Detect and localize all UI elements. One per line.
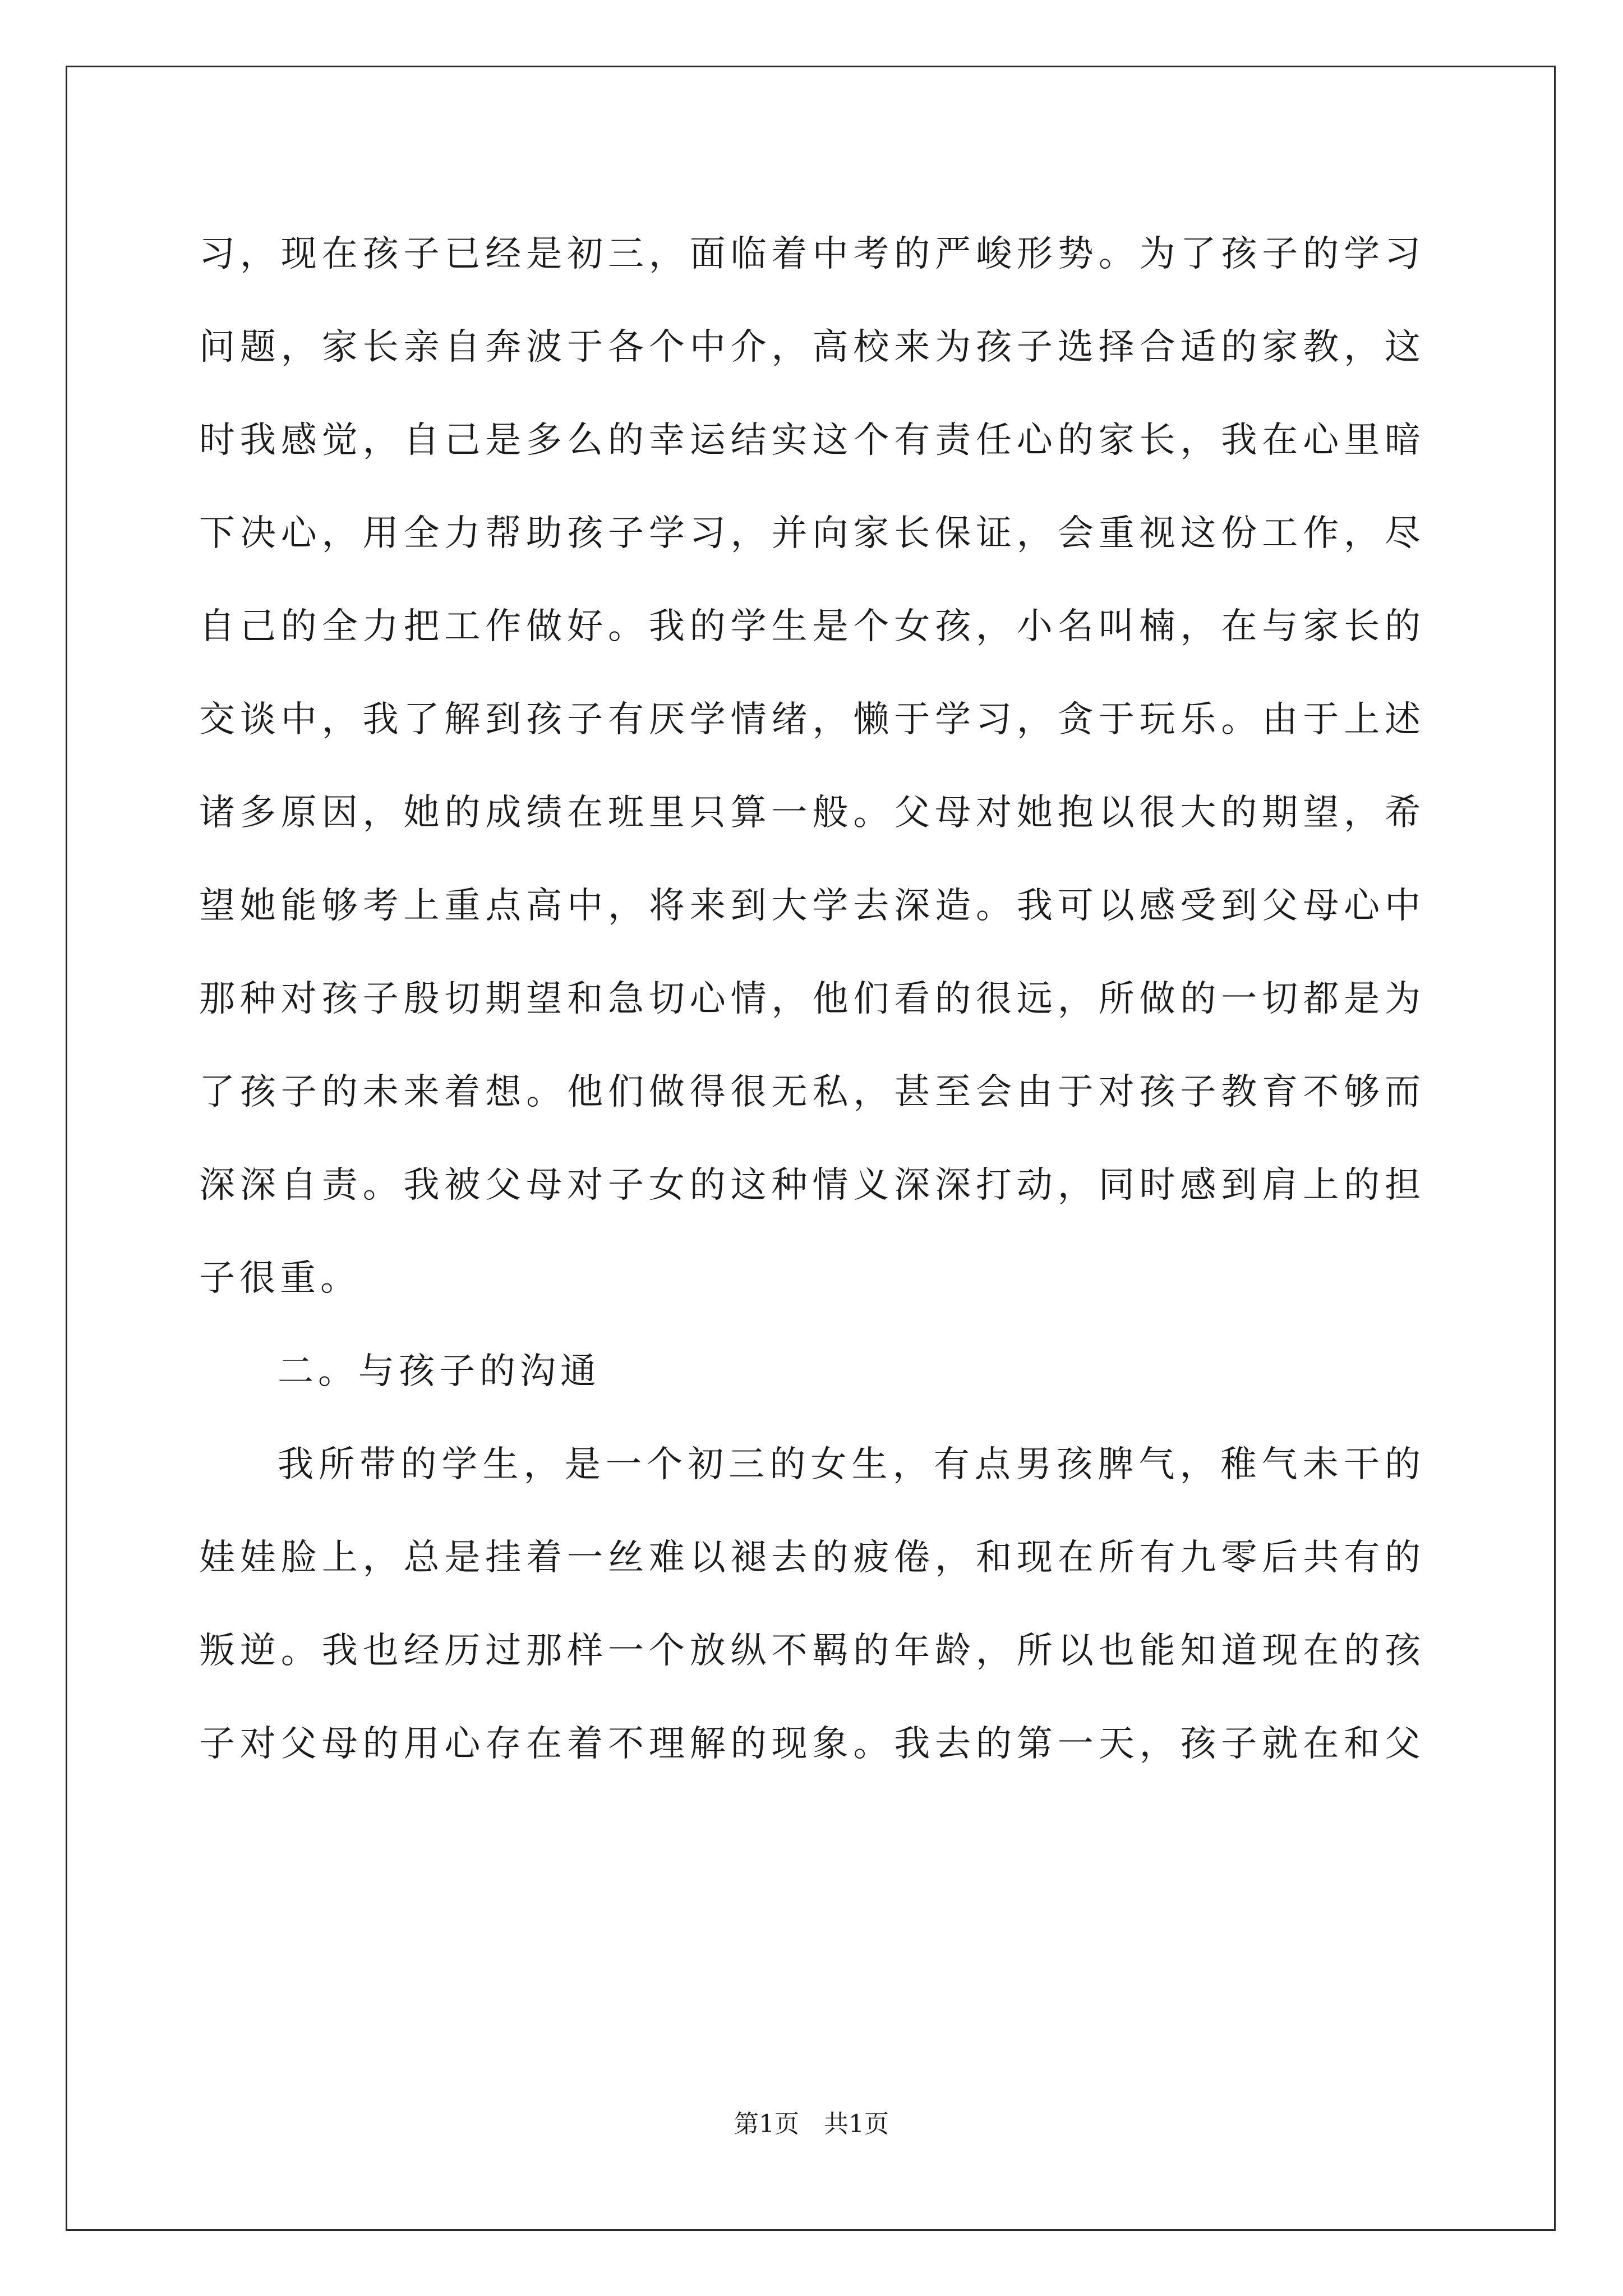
paragraph-line: 娃娃脸上，总是挂着一丝难以褪去的疲倦，和现在所有九零后共有的 [199, 1537, 1425, 1579]
page-number: 第1页 共1页 [734, 2110, 889, 2138]
paragraph-line: 下决心，用全力帮助孩子学习，并向家长保证，会重视这份工作，尽 [199, 513, 1425, 554]
paragraph-line: 交谈中，我了解到孩子有厌学情绪，懒于学习，贪于玩乐。由于上述 [199, 699, 1425, 740]
paragraph-line: 我所带的学生，是一个初三的女生，有点男孩脾气，稚气未干的 [278, 1444, 1425, 1485]
paragraph-line: 子对父母的用心存在着不理解的现象。我去的第一天，孩子就在和父 [199, 1723, 1425, 1765]
paragraph-line: 叛逆。我也经历过那样一个放纵不羁的年龄，所以也能知道现在的孩 [199, 1630, 1425, 1672]
paragraph-line: 自己的全力把工作做好。我的学生是个女孩，小名叫楠，在与家长的 [199, 606, 1425, 647]
document-body [199, 208, 1425, 1791]
paragraph-line: 诸多原因，她的成绩在班里只算一般。父母对她抱以很大的期望，希 [199, 792, 1425, 834]
paragraph-line: 了孩子的未来着想。他们做得很无私，甚至会由于对孩子教育不够而 [199, 1071, 1425, 1113]
paragraph-line: 习，现在孩子已经是初三，面临着中考的严峻形势。为了孩子的学习 [199, 233, 1425, 275]
paragraph-line: 时我感觉，自己是多么的幸运结实这个有责任心的家长，我在心里暗 [199, 420, 1425, 461]
paragraph-line: 问题，家长亲自奔波于各个中介，高校来为孩子选择合适的家教，这 [199, 326, 1425, 368]
section-heading: 二。与孩子的沟通 [278, 1351, 601, 1392]
paragraph-line: 子很重。 [199, 1258, 361, 1299]
paragraph-line: 望她能够考上重点高中，将来到大学去深造。我可以感受到父母心中 [199, 885, 1425, 927]
paragraph-line: 那种对孩子殷切期望和急切心情，他们看的很远，所做的一切都是为 [199, 978, 1425, 1020]
paragraph-line: 深深自责。我被父母对子女的这种情义深深打动，同时感到肩上的担 [199, 1165, 1425, 1206]
